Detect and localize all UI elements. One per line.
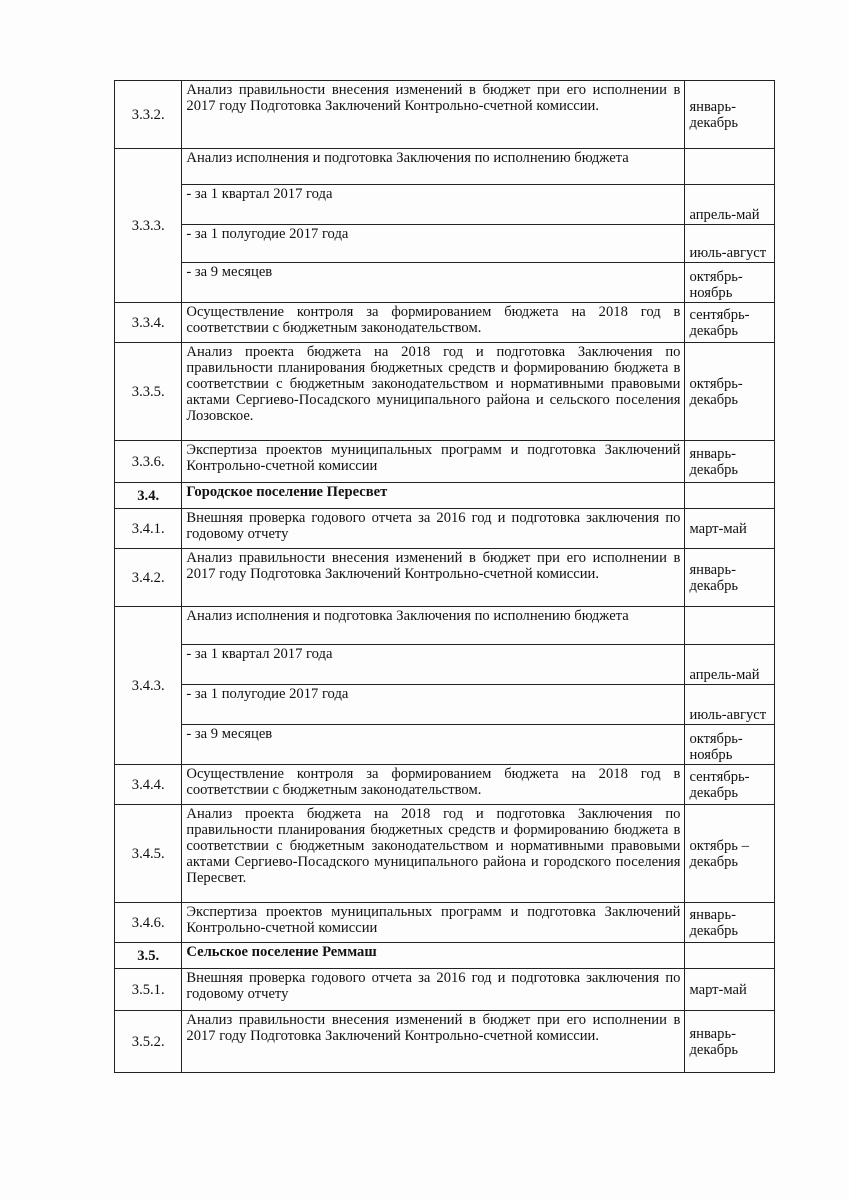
row-term: сентябрь-декабрь — [685, 303, 775, 343]
row-description: Анализ правильности внесения изменений в бюджет при его исполнении в 2017 году Подготовка Заключений Контрольно-счетной комиссии. — [182, 1011, 685, 1073]
table-row — [115, 81, 775, 149]
row-subperiod: - за 1 полугодие 2017 года — [182, 225, 685, 263]
table-row — [115, 607, 775, 645]
table-row — [115, 765, 775, 805]
row-term: январь-декабрь — [685, 1011, 775, 1073]
row-subperiod: - за 1 квартал 2017 года — [182, 645, 685, 685]
section-number: 3.5. — [115, 943, 182, 969]
row-number: 3.4.5. — [115, 805, 182, 903]
section-title: Сельское поселение Реммаш — [182, 943, 685, 969]
row-description: Анализ правильности внесения изменений в бюджет при его исполнении в 2017 году Подготовка Заключений Контрольно-счетной комиссии. — [182, 81, 685, 149]
row-description: Анализ исполнения и подготовка Заключения по исполнению бюджета — [182, 607, 685, 645]
row-description: Анализ проекта бюджета на 2018 год и подготовка Заключения по правильности планирования бюджетных средств и формированию бюджета в соответствии с бюджетным законодательством и нормативными правовыми актами Сергиево-Посадского муниципального района и городского поселения Пересвет. — [182, 805, 685, 903]
row-number: 3.3.4. — [115, 303, 182, 343]
row-term: январь-декабрь — [685, 441, 775, 483]
table-row — [115, 903, 775, 943]
row-term — [685, 943, 775, 969]
row-term: октябрь-декабрь — [685, 343, 775, 441]
row-term: июль-август — [685, 685, 775, 725]
row-description: Анализ проекта бюджета на 2018 год и подготовка Заключения по правильности планирования бюджетных средств и формированию бюджета в соответствии с бюджетным законодательством и нормативными правовыми актами Сергиево-Посадского муниципального района и сельского поселения Лозовское. — [182, 343, 685, 441]
table-row — [115, 509, 775, 549]
row-number: 3.4.3. — [115, 607, 182, 765]
section-header-row — [115, 943, 775, 969]
row-term: октябрь-ноябрь — [685, 725, 775, 765]
row-description: Осуществление контроля за формированием бюджета на 2018 год в соответствии с бюджетным законодательством. — [182, 765, 685, 805]
row-number: 3.5.2. — [115, 1011, 182, 1073]
table-row — [115, 805, 775, 903]
row-number: 3.3.6. — [115, 441, 182, 483]
row-description: Осуществление контроля за формированием бюджета на 2018 год в соответствии с бюджетным законодательством. — [182, 303, 685, 343]
row-description: Внешняя проверка годового отчета за 2016 год и подготовка заключения по годовому отчету — [182, 509, 685, 549]
row-term — [685, 483, 775, 509]
row-subperiod: - за 9 месяцев — [182, 725, 685, 765]
row-subperiod: - за 9 месяцев — [182, 263, 685, 303]
table-row — [115, 303, 775, 343]
row-number: 3.4.4. — [115, 765, 182, 805]
section-number: 3.4. — [115, 483, 182, 509]
table-row — [115, 225, 775, 263]
table-row — [115, 263, 775, 303]
row-term: январь-декабрь — [685, 549, 775, 607]
row-description: Экспертиза проектов муниципальных программ и подготовка Заключений Контрольно-счетной комиссии — [182, 903, 685, 943]
row-number: 3.3.3. — [115, 149, 182, 303]
row-term — [685, 607, 775, 645]
section-title: Городское поселение Пересвет — [182, 483, 685, 509]
row-term: март-май — [685, 509, 775, 549]
table-row — [115, 549, 775, 607]
row-subperiod: - за 1 полугодие 2017 года — [182, 685, 685, 725]
row-description: Экспертиза проектов муниципальных программ и подготовка Заключений Контрольно-счетной комиссии — [182, 441, 685, 483]
row-term: октябрь-ноябрь — [685, 263, 775, 303]
work-plan-table — [114, 80, 775, 1073]
row-number: 3.4.6. — [115, 903, 182, 943]
table-row — [115, 149, 775, 185]
table-row — [115, 725, 775, 765]
table-row — [115, 685, 775, 725]
row-number: 3.3.2. — [115, 81, 182, 149]
row-term: сентябрь-декабрь — [685, 765, 775, 805]
row-number: 3.3.5. — [115, 343, 182, 441]
row-description: Внешняя проверка годового отчета за 2016 год и подготовка заключения по годовому отчету — [182, 969, 685, 1011]
table-row — [115, 343, 775, 441]
section-header-row — [115, 483, 775, 509]
row-term: октябрь – декабрь — [685, 805, 775, 903]
row-term: апрель-май — [685, 185, 775, 225]
table-row — [115, 441, 775, 483]
row-description: Анализ правильности внесения изменений в бюджет при его исполнении в 2017 году Подготовка Заключений Контрольно-счетной комиссии. — [182, 549, 685, 607]
table-row — [115, 185, 775, 225]
table-row — [115, 1011, 775, 1073]
row-term: июль-август — [685, 225, 775, 263]
row-number: 3.4.1. — [115, 509, 182, 549]
table-row — [115, 645, 775, 685]
row-term: январь-декабрь — [685, 81, 775, 149]
row-number: 3.5.1. — [115, 969, 182, 1011]
row-description: Анализ исполнения и подготовка Заключения по исполнению бюджета — [182, 149, 685, 185]
row-term: март-май — [685, 969, 775, 1011]
row-number: 3.4.2. — [115, 549, 182, 607]
table-row — [115, 969, 775, 1011]
row-subperiod: - за 1 квартал 2017 года — [182, 185, 685, 225]
row-term — [685, 149, 775, 185]
row-term: апрель-май — [685, 645, 775, 685]
row-term: январь-декабрь — [685, 903, 775, 943]
